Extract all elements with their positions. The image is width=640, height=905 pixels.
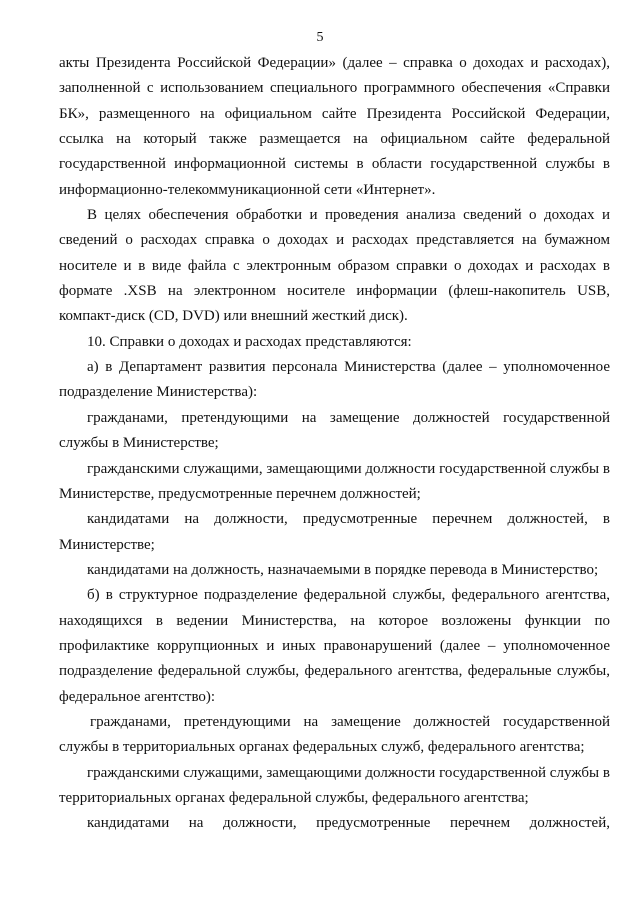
paragraph-citizens-territorial: гражданами, претендующими на замещение должностей государственной службы в территориальных органах федеральных служб, федерального агентства; — [59, 713, 610, 756]
paragraph-item-10: 10. Справки о доходах и расходах представляются: — [87, 333, 412, 350]
paragraph-citizens-ministry: гражданами, претендующими на замещение должностей государственной службы в Министерстве; — [59, 409, 610, 452]
paragraph-civil-servants-territorial: гражданскими служащими, замещающими должности государственной службы в территориальных органах федеральной службы, федерального агентства; — [59, 764, 610, 806]
paragraph-candidates-territorial: кандидатами на должности, предусмотренные перечнем должностей, — [87, 815, 610, 832]
document-body — [59, 51, 610, 837]
paragraph-processing-analysis: В целях обеспечения обработки и проведения анализа сведений о доходах и сведений о расходах справка о доходах и расходах представляется на бумажном носителе и в виде файла с электронным образом справки о доходах и расходах в формате .XSB на электронном носителе информации (флеш-накопитель USB, компакт-диск (CD, DVD) или внешний жесткий диск). — [59, 207, 610, 325]
paragraph-civil-servants-ministry: гражданскими служащими, замещающими должности государственной службы в Министерстве, предусмотренные перечнем должностей; — [59, 460, 610, 502]
paragraph-subitem-a: а) в Департамент развития персонала Министерства (далее – уполномоченное подразделение Министерства): — [59, 359, 610, 401]
paragraph-continuation: акты Президента Российской Федерации» (далее – справка о доходах и расходах), заполненной с использованием специального программного обеспечения «Справки БК», размещенного на официальном сайте Президента Российской Федерации, ссылка на который также размещается на официальном сайте федеральной государственной информационной системы в области государственной службы в информационно-телекоммуникационной сети «Интернет». — [59, 55, 610, 198]
paragraph-candidates-ministry: кандидатами на должности, предусмотренные перечнем должностей, в Министерстве; — [59, 511, 610, 553]
page-number: 5 — [316, 30, 324, 45]
paragraph-subitem-b: б) в структурное подразделение федеральной службы, федерального агентства, находящихся в ведении Министерства, на которое возложены функции по профилактике коррупционных и иных правонарушений (далее – уполномоченное подразделение федеральной службы, федерального агентства, федеральные службы, федеральное агентство): — [59, 587, 610, 705]
paragraph-transfer-candidates: кандидатами на должность, назначаемыми в порядке перевода в Министерство; — [87, 561, 599, 578]
